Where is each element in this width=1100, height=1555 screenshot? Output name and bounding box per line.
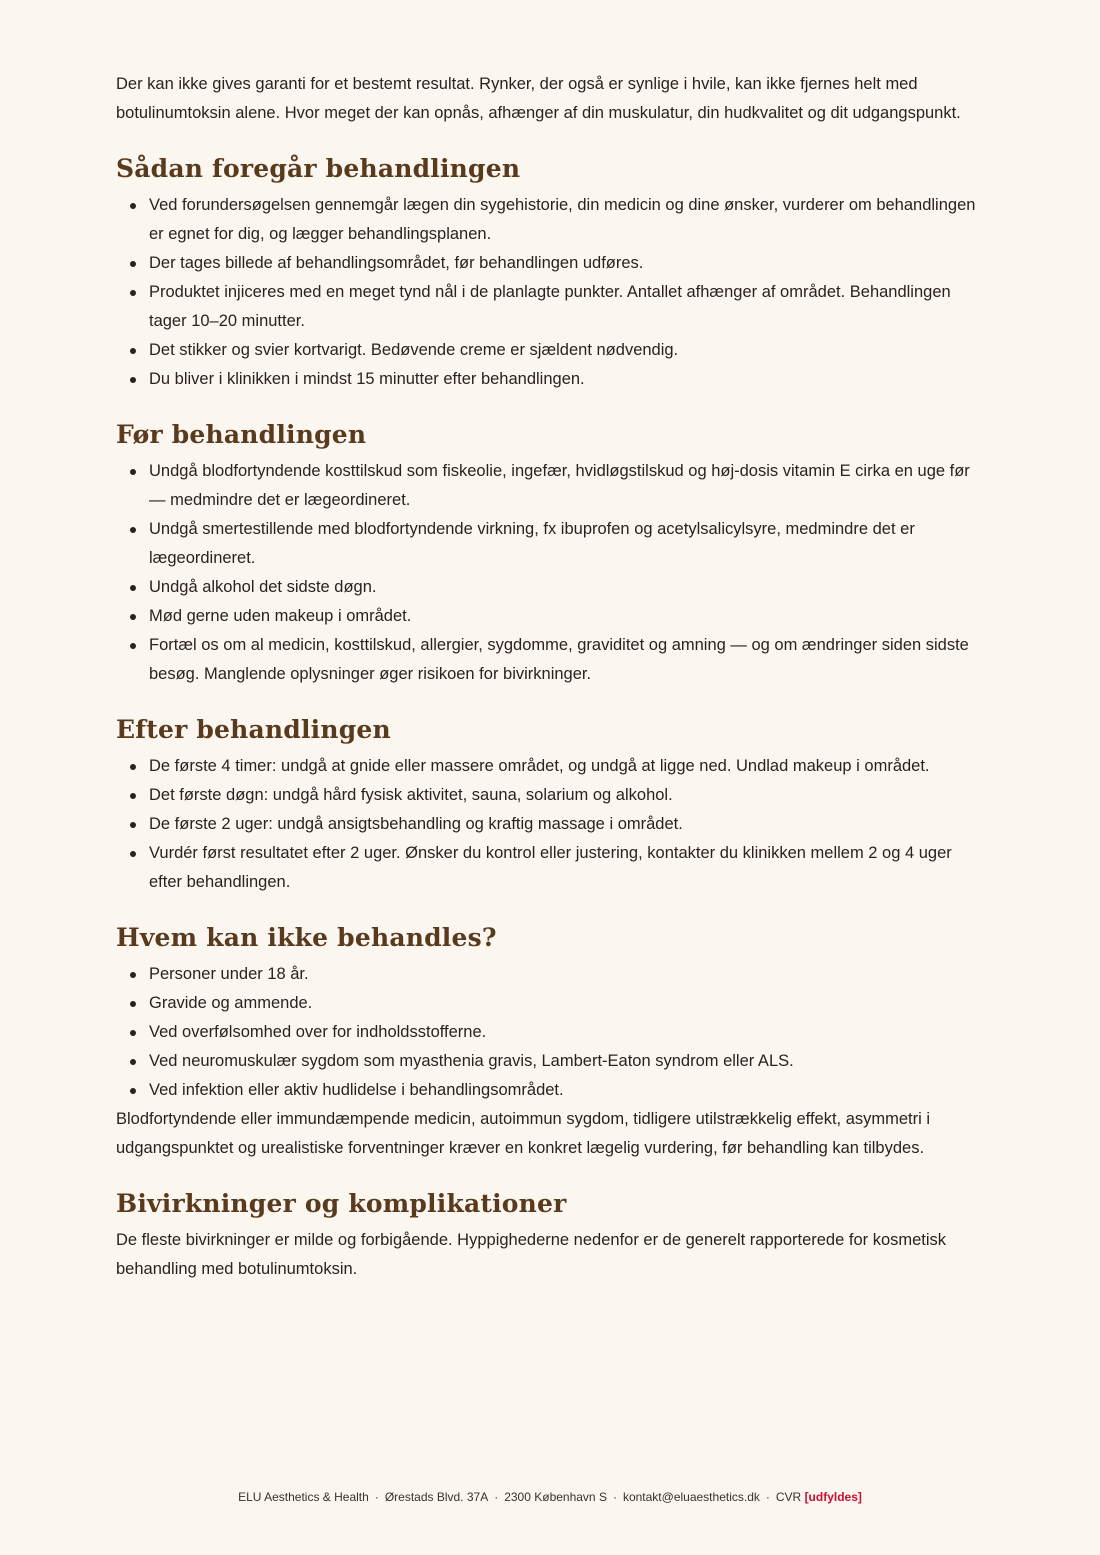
procedure-section xyxy=(116,153,986,394)
page-footer xyxy=(0,1490,1100,1504)
bullet-icon xyxy=(130,290,136,296)
list-item-text: Mød gerne uden makeup i området. xyxy=(149,607,412,625)
list-item-text: Fortæl os om al medicin, kosttilskud, allergier, sygdomme, graviditet og amning — og om ændringer siden sidste besøg. Manglende oplysninger øger risikoen for bivirkninger. xyxy=(149,636,969,683)
list-item-text: Det første døgn: undgå hård fysisk aktivitet, sauna, solarium og alkohol. xyxy=(149,786,673,804)
bullet-icon xyxy=(130,527,136,533)
list-item xyxy=(116,191,986,249)
footer-separator: · xyxy=(494,1490,499,1504)
list-item-text: Du bliver i klinikken i mindst 15 minutter efter behandlingen. xyxy=(149,370,585,388)
list-item-text: Det stikker og svier kortvarigt. Bedøvende creme er sjældent nødvendig. xyxy=(149,341,679,359)
list-item-text: Ved infektion eller aktiv hudlidelse i behandlingsområdet. xyxy=(149,1081,564,1099)
list-item xyxy=(116,457,986,515)
procedure-heading: Sådan foregår behandlingen xyxy=(116,154,521,183)
footer-address: Ørestads Blvd. 37A xyxy=(384,1490,489,1504)
after-heading: Efter behandlingen xyxy=(116,715,391,744)
bullet-icon xyxy=(130,851,136,857)
before-section xyxy=(116,419,986,689)
side-effects-heading: Bivirkninger og komplikationer xyxy=(116,1189,567,1218)
bullet-icon xyxy=(130,1088,136,1094)
contraindications-heading: Hvem kan ikke behandles? xyxy=(116,923,497,952)
list-item-text: Ved forundersøgelsen gennemgår lægen din sygehistorie, din medicin og dine ønsker, vurderer om behandlingen er egnet for dig, og lægger behandlingsplanen. xyxy=(149,196,976,243)
list-item xyxy=(116,365,986,394)
contraindications-note: Blodfortyndende eller immundæmpende medicin, autoimmun sygdom, tidligere utilstrækkelig effekt, asymmetri i udgangspunktet og urealistiske forventninger kræver en konkret lægelig vurdering, før behandling kan tilbydes. xyxy=(116,1110,931,1157)
side-effects-paragraph: De fleste bivirkninger er milde og forbigående. Hyppighederne nedenfor er de generelt rapporterede for kosmetisk behandling med botulinumtoksin. xyxy=(116,1231,947,1278)
list-item-text: Undgå smertestillende med blodfortyndende virkning, fx ibuprofen og acetylsalicylsyre, medmindre det er lægeordineret. xyxy=(149,520,915,567)
list-item xyxy=(116,1076,986,1105)
before-heading: Før behandlingen xyxy=(116,420,367,449)
list-item xyxy=(116,278,986,336)
bullet-icon xyxy=(130,348,136,354)
footer-cvr-placeholder: [udfyldes] xyxy=(804,1490,862,1504)
bullet-icon xyxy=(130,764,136,770)
bullet-icon xyxy=(130,793,136,799)
list-item-text: Undgå alkohol det sidste døgn. xyxy=(149,578,377,596)
before-list xyxy=(116,457,986,689)
after-list xyxy=(116,752,986,897)
list-item xyxy=(116,573,986,602)
after-section xyxy=(116,714,986,897)
footer-company: ELU Aesthetics & Health xyxy=(238,1490,369,1504)
contraindications-section xyxy=(116,922,986,1163)
bullet-icon xyxy=(130,1001,136,1007)
list-item xyxy=(116,602,986,631)
procedure-list xyxy=(116,191,986,394)
bullet-icon xyxy=(130,1030,136,1036)
bullet-icon xyxy=(130,614,136,620)
footer-separator: · xyxy=(612,1490,617,1504)
footer-cvr-label: CVR xyxy=(775,1490,802,1504)
list-item xyxy=(116,839,986,897)
list-item xyxy=(116,810,986,839)
list-item xyxy=(116,960,986,989)
list-item xyxy=(116,1047,986,1076)
list-item-text: De første 2 uger: undgå ansigtsbehandling og kraftig massage i området. xyxy=(149,815,683,833)
bullet-icon xyxy=(130,972,136,978)
list-item xyxy=(116,781,986,810)
list-item-text: Undgå blodfortyndende kosttilskud som fiskeolie, ingefær, hvidløgstilskud og høj-dosis vitamin E cirka en uge før — medmindre det er lægeordineret. xyxy=(149,462,970,509)
list-item xyxy=(116,752,986,781)
list-item-text: Personer under 18 år. xyxy=(149,965,309,983)
bullet-icon xyxy=(130,203,136,209)
footer-city: 2300 København S xyxy=(504,1490,607,1504)
bullet-icon xyxy=(130,377,136,383)
list-item xyxy=(116,249,986,278)
list-item xyxy=(116,989,986,1018)
list-item xyxy=(116,631,986,689)
footer-email: kontakt@eluaesthetics.dk xyxy=(622,1490,760,1504)
intro-paragraph: Der kan ikke gives garanti for et bestemt resultat. Rynker, der også er synlige i hvile, kan ikke fjernes helt med botulinumtoksin alene. Hvor meget der kan opnås, afhænger af din muskulatur, din hudkvalitet og dit udgangspunkt. xyxy=(116,75,961,122)
list-item-text: Vurdér først resultatet efter 2 uger. Ønsker du kontrol eller justering, kontakter du klinikken mellem 2 og 4 uger efter behandlingen. xyxy=(149,844,952,891)
contraindications-list xyxy=(116,960,986,1105)
list-item-text: Produktet injiceres med en meget tynd nål i de planlagte punkter. Antallet afhænger af området. Behandlingen tager 10–20 minutter. xyxy=(149,283,951,330)
list-item-text: Der tages billede af behandlingsområdet, før behandlingen udføres. xyxy=(149,254,644,272)
list-item-text: Ved neuromuskulær sygdom som myasthenia gravis, Lambert-Eaton syndrom eller ALS. xyxy=(149,1052,794,1070)
document-page xyxy=(116,70,986,1284)
bullet-icon xyxy=(130,469,136,475)
list-item xyxy=(116,515,986,573)
list-item-text: Ved overfølsomhed over for indholdsstofferne. xyxy=(149,1023,487,1041)
list-item-text: Gravide og ammende. xyxy=(149,994,313,1012)
bullet-icon xyxy=(130,261,136,267)
bullet-icon xyxy=(130,1059,136,1065)
bullet-icon xyxy=(130,822,136,828)
footer-separator: · xyxy=(765,1490,770,1504)
bullet-icon xyxy=(130,585,136,591)
bullet-icon xyxy=(130,643,136,649)
list-item xyxy=(116,1018,986,1047)
footer-separator: · xyxy=(374,1490,379,1504)
side-effects-section xyxy=(116,1188,986,1284)
list-item xyxy=(116,336,986,365)
list-item-text: De første 4 timer: undgå at gnide eller massere området, og undgå at ligge ned. Undlad makeup i området. xyxy=(149,757,930,775)
